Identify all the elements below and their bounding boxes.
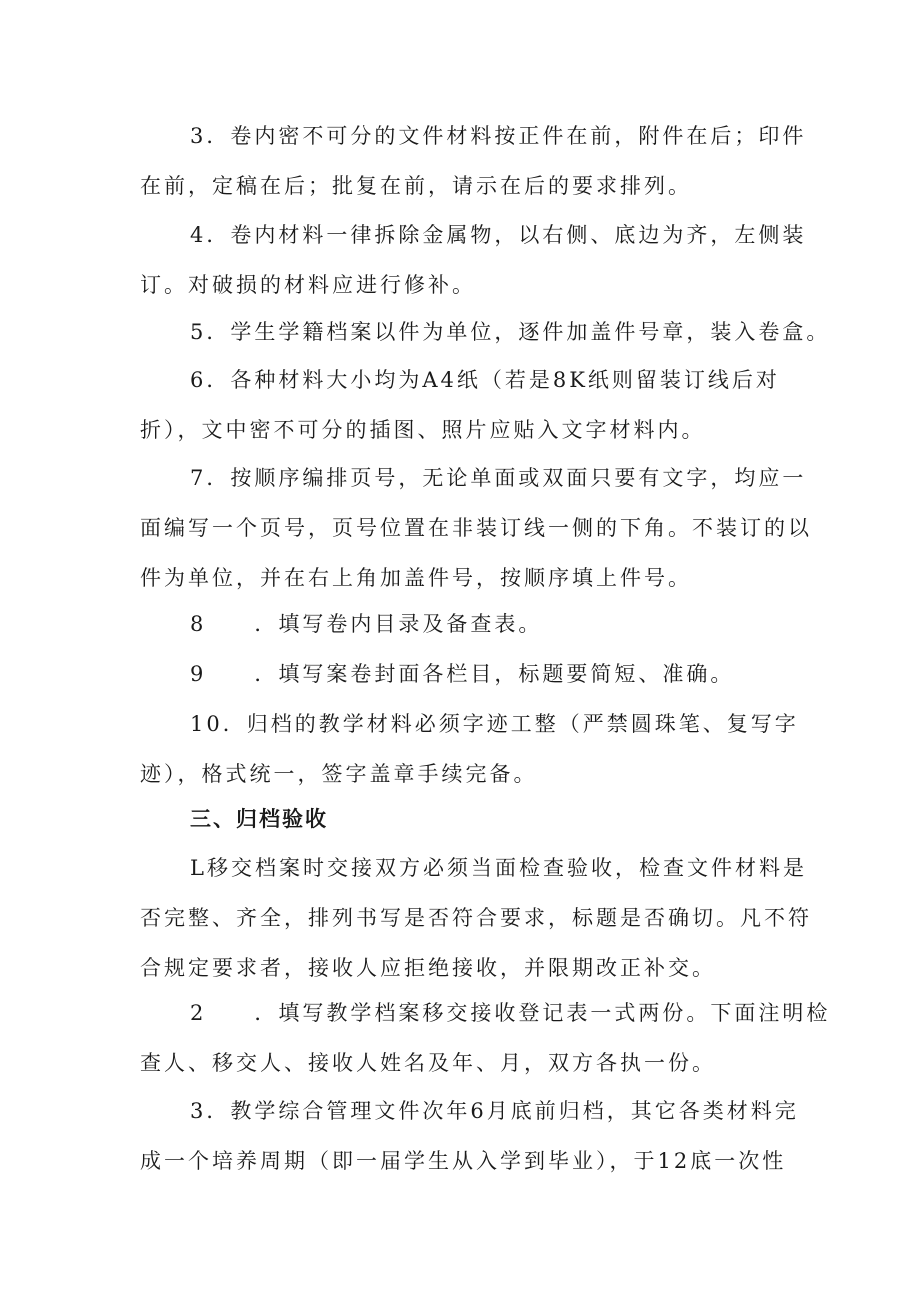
paragraph-line: 3．教学综合管理文件次年6月底前归档，其它各类材料完 (190, 1099, 799, 1123)
paragraph-line: 8 ．填写卷内目录及备查表。 (190, 612, 543, 636)
paragraph-line: 在前，定稿在后；批复在前，请示在后的要求排列。 (140, 174, 692, 198)
paragraph-line: 3．卷内密不可分的文件材料按正件在前，附件在后；印件 (190, 124, 807, 148)
paragraph-line: 订。对破损的材料应进行修补。 (140, 273, 476, 297)
paragraph-line: L移交档案时交接双方必须当面检查验收，检查文件材料是 (190, 856, 807, 880)
paragraph-line: 成一个培养周期（即一届学生从入学到毕业），于12底一次性 (140, 1149, 787, 1173)
section-heading: 三、归档验收 (190, 807, 328, 831)
paragraph-line: 4．卷内材料一律拆除金属物，以右侧、底边为齐，左侧装 (190, 223, 807, 247)
paragraph-line: 查人、移交人、接收人姓名及年、月，双方各执一份。 (140, 1051, 716, 1075)
paragraph-line: 6．各种材料大小均为A4纸（若是8K纸则留装订线后对 (190, 368, 780, 392)
paragraph-line: 2 ．填写教学档案移交接收登记表一式两份。下面注明检 (190, 1001, 831, 1025)
paragraph-line: 面编写一个页号，页号位置在非装订线一侧的下角。不装订的以 (140, 516, 812, 540)
paragraph-line: 7．按顺序编排页号，无论单面或双面只要有文字，均应一 (190, 466, 807, 490)
paragraph-line: 件为单位，并在右上角加盖件号，按顺序填上件号。 (140, 566, 692, 590)
paragraph-line: 10．归档的教学材料必须字迹工整（严禁圆珠笔、复写字 (190, 712, 799, 736)
paragraph-line: 5．学生学籍档案以件为单位，逐件加盖件号章，装入卷盒。 (190, 320, 831, 344)
paragraph-line: 合规定要求者，接收人应拒绝接收，并限期改正补交。 (140, 956, 716, 980)
paragraph-line: 否完整、齐全，排列书写是否符合要求，标题是否确切。凡不符 (140, 906, 812, 930)
paragraph-line: 9 ．填写案卷封面各栏目，标题要简短、准确。 (190, 662, 735, 686)
paragraph-line: 迹），格式统一，签字盖章手续完备。 (140, 762, 538, 786)
paragraph-line: 折），文中密不可分的插图、照片应贴入文字材料内。 (140, 418, 706, 442)
